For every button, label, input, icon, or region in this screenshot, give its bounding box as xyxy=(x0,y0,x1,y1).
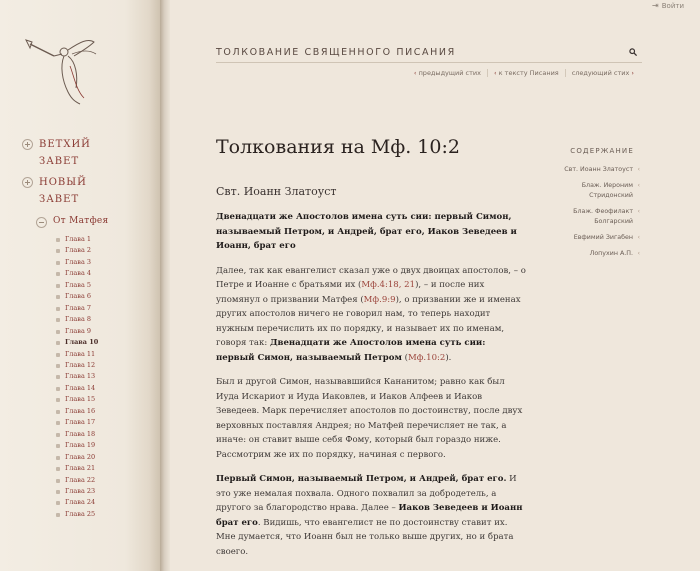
text: И это уже немалая похвала. Одного похвалил за добродетель, а другого за благородство нрава. Далее – xyxy=(216,474,517,513)
author-heading: Свт. Иоанн Златоуст xyxy=(216,185,337,198)
old-testament-line-2: ЗАВЕТ xyxy=(39,156,80,167)
prev-verse-label: предыдущий стих xyxy=(418,69,481,77)
text: ( xyxy=(401,352,408,363)
to-scripture-label: к тексту Писания xyxy=(498,69,559,77)
chevron-right-icon: › xyxy=(631,69,634,77)
chapter-item[interactable]: Глава 16 xyxy=(56,406,154,417)
scripture-ref-link[interactable]: Мф.4:18, 21 xyxy=(361,280,416,290)
text: ), – и после них упомянул о призвании Матфея ( xyxy=(216,280,485,305)
nav-old-testament[interactable] xyxy=(22,136,154,170)
verse-quote: Первый Симон, называемый Петром, и Андрей, брат его. xyxy=(216,474,507,484)
verse-quote: Двенадцати же Апостолов имена суть сии: первый Симон, называемый Петром, и Андрей, брат его, Иаков Зеведеев и Иоанн, брат его xyxy=(216,212,517,251)
contents-item[interactable] xyxy=(540,233,640,243)
login-link[interactable] xyxy=(652,1,684,10)
angel-trumpet-logo-icon[interactable] xyxy=(24,36,98,106)
chapter-item[interactable]: Глава 9 xyxy=(56,326,154,337)
chapter-item[interactable]: Глава 19 xyxy=(56,440,154,451)
chapter-item[interactable]: Глава 4 xyxy=(56,268,154,279)
paragraph-1 xyxy=(216,210,526,254)
chapter-item[interactable]: Глава 22 xyxy=(56,475,154,486)
page-title: Толкования на Мф. 10:2 xyxy=(216,136,460,158)
chapter-item[interactable]: Глава 5 xyxy=(56,280,154,291)
prev-verse-link[interactable] xyxy=(408,69,487,77)
chapter-item[interactable]: Глава 23 xyxy=(56,486,154,497)
sidebar xyxy=(0,0,160,571)
text: ). xyxy=(445,352,452,363)
contents-item-label: Стридонский xyxy=(589,192,633,199)
chapter-item[interactable]: Глава 17 xyxy=(56,417,154,428)
new-testament-line-1: НОВЫЙ xyxy=(39,177,87,188)
book-label: От Матфея xyxy=(53,216,109,226)
chevron-left-icon: ‹ xyxy=(493,69,497,77)
contents-item[interactable] xyxy=(540,165,640,175)
contents-panel xyxy=(540,147,640,265)
chapter-item[interactable]: Глава 24 xyxy=(56,497,154,508)
scripture-ref-link[interactable]: Мф.10:2 xyxy=(407,352,446,363)
chapter-item[interactable]: Глава 18 xyxy=(56,429,154,440)
text: Далее, так как евангелист сказал уже о двух двоицах апостолов, – о Петре и Иоанне с братьями их ( xyxy=(216,265,526,290)
chapter-item[interactable]: Глава 21 xyxy=(56,463,154,474)
chapter-item[interactable]: Глава 15 xyxy=(56,394,154,405)
chapter-item[interactable]: Глава 13 xyxy=(56,371,154,382)
contents-heading: СОДЕРЖАНИЕ xyxy=(570,147,634,155)
contents-item[interactable] xyxy=(540,249,640,259)
chapter-item[interactable]: Глава 20 xyxy=(56,452,154,463)
contents-item[interactable] xyxy=(540,181,640,201)
text: . Видишь, что евангелист не по достоинству ставит их. Мне думается, что Иоанн был не только выше других, но и брата своего. xyxy=(216,517,514,557)
old-testament-line-1: ВЕТХИЙ xyxy=(39,139,91,150)
nav-new-testament[interactable] xyxy=(22,174,154,208)
contents-item-label: Лопухин А.П. xyxy=(589,250,633,257)
contents-item-label: Блаж. Феофилакт xyxy=(573,208,633,215)
login-label: Войти xyxy=(661,1,684,10)
nav-book-matthew[interactable] xyxy=(36,214,154,228)
testament-nav xyxy=(22,136,154,520)
verse-quote: Двенадцати же Апостолов имена суть сии: первый Симон, называемый Петром xyxy=(216,338,486,363)
expand-plus-icon[interactable] xyxy=(22,177,33,188)
contents-list xyxy=(540,165,640,259)
chapter-item[interactable]: Глава 2 xyxy=(56,245,154,256)
chapter-item[interactable]: Глава 25 xyxy=(56,509,154,520)
login-icon: ⇥ xyxy=(652,1,659,10)
chapter-item[interactable]: Глава 1 xyxy=(56,234,154,245)
contents-item-label: Болгарский xyxy=(594,218,633,225)
paragraph-3: Был и другой Симон, называвшийся Кананитом; равно как был Иуда Искариот и Иуда Иаковлев, и Иаков Алфеев и Иаков Зеведеев. Марк перечисляет апостолов по достоинству, после двух верховных поставляя Андрея; но Матфей перечисляет не так, а иначе: он ставит выше себя Фому, который был гораздо ниже. Рассмотрим же их по порядку, начиная с первого. xyxy=(216,377,523,460)
chapter-item[interactable]: Глава 8 xyxy=(56,314,154,325)
chevron-left-icon: ‹ xyxy=(413,69,417,77)
next-verse-link[interactable] xyxy=(565,69,640,77)
paragraph-4 xyxy=(216,472,526,559)
book-spine xyxy=(160,0,170,571)
chapter-item[interactable]: Глава 10 xyxy=(56,337,154,348)
verse-navigation xyxy=(400,69,640,77)
new-testament-line-2: ЗАВЕТ xyxy=(39,194,80,205)
chapter-item[interactable]: Глава 12 xyxy=(56,360,154,371)
contents-item-label: Свт. Иоанн Златоуст xyxy=(564,166,633,173)
contents-item[interactable] xyxy=(540,207,640,227)
search-icon[interactable] xyxy=(629,48,637,56)
chapter-item[interactable]: Глава 11 xyxy=(56,349,154,360)
contents-item-label: Блаж. Иероним xyxy=(581,182,633,189)
paragraph-2 xyxy=(216,264,526,366)
chapter-item[interactable]: Глава 6 xyxy=(56,291,154,302)
chapter-item[interactable]: Глава 3 xyxy=(56,257,154,268)
to-scripture-link[interactable] xyxy=(487,69,565,77)
collapse-minus-icon[interactable] xyxy=(36,217,47,228)
text: ), о призвании же и именах других апостолов ничего не говорил нам, то теперь находит нужным перечислить их по порядку, и называет их по именам, говоря так: xyxy=(216,294,521,348)
verse-quote: Иаков Зеведеев и Иоанн брат его xyxy=(216,503,523,528)
scripture-ref-link[interactable]: Мф.9:9 xyxy=(363,294,396,305)
site-title[interactable]: ТОЛКОВАНИЕ СВЯЩЕННОГО ПИСАНИЯ xyxy=(216,47,456,58)
chapter-item[interactable]: Глава 7 xyxy=(56,303,154,314)
expand-plus-icon[interactable] xyxy=(22,139,33,150)
contents-item-label: Евфимий Зигабен xyxy=(573,234,633,241)
header-divider xyxy=(216,62,642,63)
chapter-list xyxy=(22,234,154,520)
chapter-item[interactable]: Глава 14 xyxy=(56,383,154,394)
commentary-text xyxy=(216,210,526,569)
next-verse-label: следующий стих xyxy=(571,69,630,77)
